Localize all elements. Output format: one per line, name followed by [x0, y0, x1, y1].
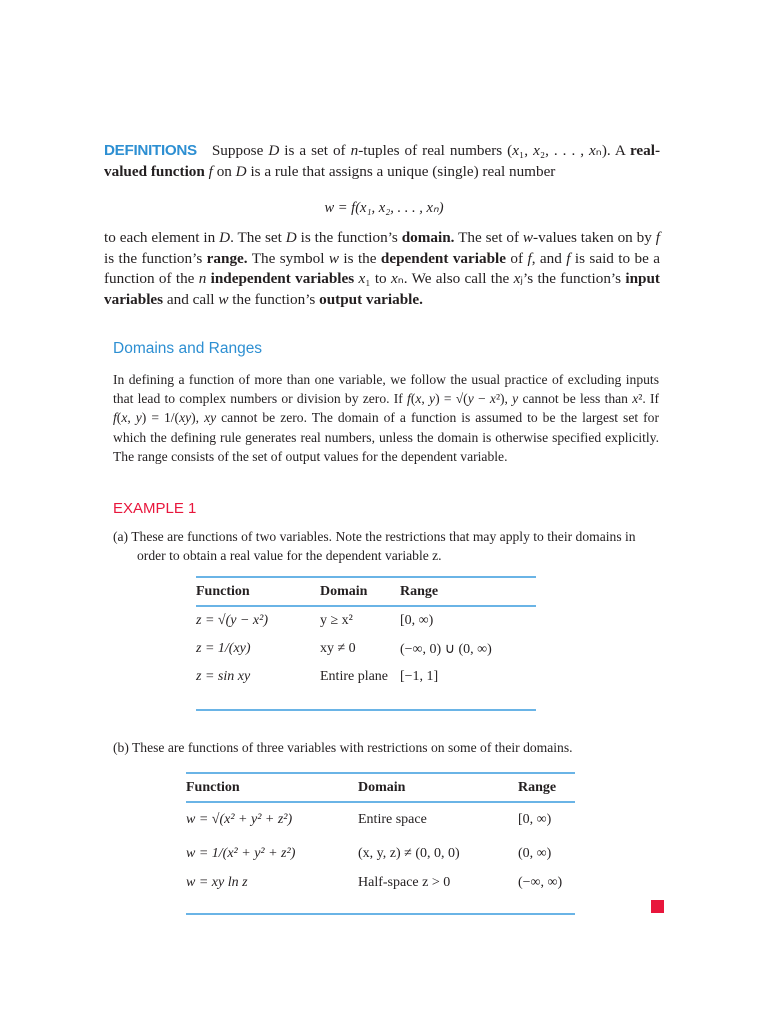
- text-run: ),: [191, 410, 205, 426]
- text-run: is the: [339, 249, 381, 267]
- example-part-a: (a) These are functions of two variables. Note the restrictions that may apply to their domains in order to obtain a real value for the dependent variable z.: [113, 529, 636, 564]
- table-row: [196, 663, 536, 710]
- math-symbol: D: [235, 162, 247, 180]
- text-run: is said to be a function of the: [104, 249, 661, 287]
- math-symbol: y: [467, 391, 474, 407]
- math-symbol: f: [113, 410, 117, 426]
- math-symbol: x: [589, 142, 596, 159]
- text-run: of: [506, 249, 528, 267]
- bold-term: real-valued function: [104, 142, 661, 180]
- definitions-intro: [104, 141, 660, 182]
- header-domain: Domain: [320, 577, 400, 606]
- cell-range: [0, ∞): [518, 812, 552, 827]
- header-function: Function: [196, 577, 320, 606]
- header-domain: Domain: [358, 773, 518, 802]
- text-run: ₙ). A: [595, 142, 630, 159]
- header-range: Range: [518, 773, 575, 802]
- math-symbol: D: [268, 142, 280, 159]
- math-symbol: f: [208, 162, 213, 180]
- cell-range: [0, ∞): [400, 613, 434, 628]
- text-run: ,: [127, 410, 136, 426]
- table-a: [196, 576, 536, 711]
- math-symbol: x: [358, 270, 366, 287]
- math-symbol: x: [632, 391, 639, 407]
- bold-term: domain.: [401, 229, 455, 246]
- math-symbol: xy: [204, 410, 217, 426]
- math-symbol: n: [350, 142, 359, 159]
- text-run: (: [116, 410, 122, 426]
- text-run: is a set of: [279, 142, 351, 159]
- text-run: ²),: [495, 391, 513, 407]
- bold-term: output variable.: [319, 290, 423, 308]
- math-symbol: x: [121, 410, 128, 426]
- bold-term: input variables: [104, 270, 660, 308]
- cell-function: z = 1/(xy): [196, 641, 251, 656]
- math-symbol: x: [512, 142, 519, 159]
- table-row: [186, 837, 575, 871]
- text-run: is the function’s: [296, 229, 402, 246]
- text-run: , and: [531, 249, 567, 267]
- cell-function: z = sin xy: [196, 669, 251, 684]
- text-run: −: [473, 391, 490, 407]
- math-symbol: w: [522, 229, 534, 246]
- cell-domain: (x, y, z) ≠ (0, 0, 0): [358, 846, 460, 861]
- cell-function: z = √(y − x²): [196, 613, 268, 628]
- text-run: cannot be less than: [518, 391, 633, 407]
- math-symbol: n: [198, 270, 207, 287]
- math-symbol: x: [513, 270, 521, 287]
- math-symbol: f: [566, 249, 571, 267]
- math-symbol: x: [415, 391, 422, 407]
- text-run: ,: [421, 391, 430, 407]
- math-symbol: f: [527, 249, 532, 267]
- text-run: the function’s: [228, 290, 320, 308]
- cell-domain: xy ≠ 0: [320, 641, 356, 656]
- table-row: [196, 606, 536, 635]
- definition-equation: w = f(x₁, x₂, . . . , xₙ): [324, 200, 444, 216]
- cell-domain: Half-space z > 0: [358, 875, 451, 890]
- math-symbol: f: [655, 229, 660, 246]
- cell-function: w = √(x² + y² + z²): [186, 812, 293, 827]
- text-run: ₂, . . . ,: [539, 142, 590, 159]
- math-symbol: x: [533, 142, 540, 159]
- table-row: [196, 635, 536, 663]
- definitions-label: DEFINITIONS: [104, 142, 197, 159]
- text-run: ) = √(: [435, 391, 468, 407]
- table-row: [186, 871, 575, 914]
- math-symbol: x: [390, 270, 398, 287]
- math-symbol: y: [512, 391, 519, 407]
- cell-range: [−1, 1]: [400, 669, 439, 684]
- bold-term: independent variables: [206, 270, 359, 287]
- text-run: The symbol: [247, 249, 329, 267]
- text-run: . The set: [230, 229, 286, 246]
- text-run: The set of: [454, 229, 523, 246]
- section-title: Domains and Ranges: [113, 340, 263, 357]
- end-of-example-marker: [651, 900, 664, 913]
- text-run: ₙ. We also call the: [397, 270, 514, 287]
- table-b: [186, 772, 575, 915]
- text-run: ⱼ’s the function’s: [520, 270, 626, 287]
- text-run: Suppose: [211, 142, 269, 159]
- header-function: Function: [186, 773, 358, 802]
- math-symbol: D: [285, 229, 297, 246]
- cell-range: (−∞, ∞): [518, 875, 563, 890]
- math-symbol: x: [489, 391, 496, 407]
- domains-paragraph: [113, 370, 659, 466]
- cell-domain: Entire space: [358, 812, 427, 827]
- text-run: (: [410, 391, 416, 407]
- cell-domain: Entire plane: [320, 669, 389, 684]
- math-symbol: y: [429, 391, 436, 407]
- cell-domain: y ≥ x²: [320, 613, 353, 628]
- example-part-b: (b) These are functions of three variables with restrictions on some of their domains.: [113, 740, 573, 755]
- bold-term: range.: [206, 249, 248, 267]
- text-run: ) = 1/(: [141, 410, 180, 426]
- bold-term: dependent variable: [380, 249, 506, 267]
- cell-function: w = xy ln z: [186, 875, 248, 890]
- table-row: [186, 802, 575, 837]
- definitions-body: [104, 228, 660, 310]
- math-symbol: xy: [179, 410, 192, 426]
- text-run: ². If: [638, 391, 660, 407]
- text-run: is a rule that assigns a unique (single) real number: [246, 162, 556, 180]
- header-range: Range: [400, 577, 536, 606]
- text-run: In defining a function of more than one variable, we follow the usual practice of excluding inputs that lead to complex numbers or division by zero. If: [113, 372, 659, 407]
- math-symbol: y: [135, 410, 142, 426]
- math-symbol: w: [218, 290, 229, 308]
- text-run: ₁,: [518, 142, 534, 159]
- cell-function: w = 1/(x² + y² + z²): [186, 846, 296, 861]
- text-run: on: [212, 162, 236, 180]
- example-title: EXAMPLE 1: [113, 500, 197, 517]
- text-run: and call: [163, 290, 219, 308]
- text-run: ₁ to: [365, 270, 391, 287]
- math-symbol: w: [328, 249, 340, 267]
- text-run: -values taken on by: [533, 229, 656, 246]
- math-symbol: f: [407, 391, 411, 407]
- text-run: -tuples of real numbers (: [358, 142, 513, 159]
- text-run: to each element in: [104, 229, 220, 246]
- text-run: is the function’s: [104, 249, 207, 267]
- text-run: cannot be zero. The domain of a function is assumed to be the largest set for which the defining rule generates real numbers, unless the domain is otherwise specified explicitly. The range consists of the set of output values for the dependent variable.: [113, 410, 660, 464]
- cell-range: (0, ∞): [518, 846, 552, 861]
- math-symbol: D: [219, 229, 231, 246]
- cell-range: (−∞, 0) ∪ (0, ∞): [400, 641, 492, 657]
